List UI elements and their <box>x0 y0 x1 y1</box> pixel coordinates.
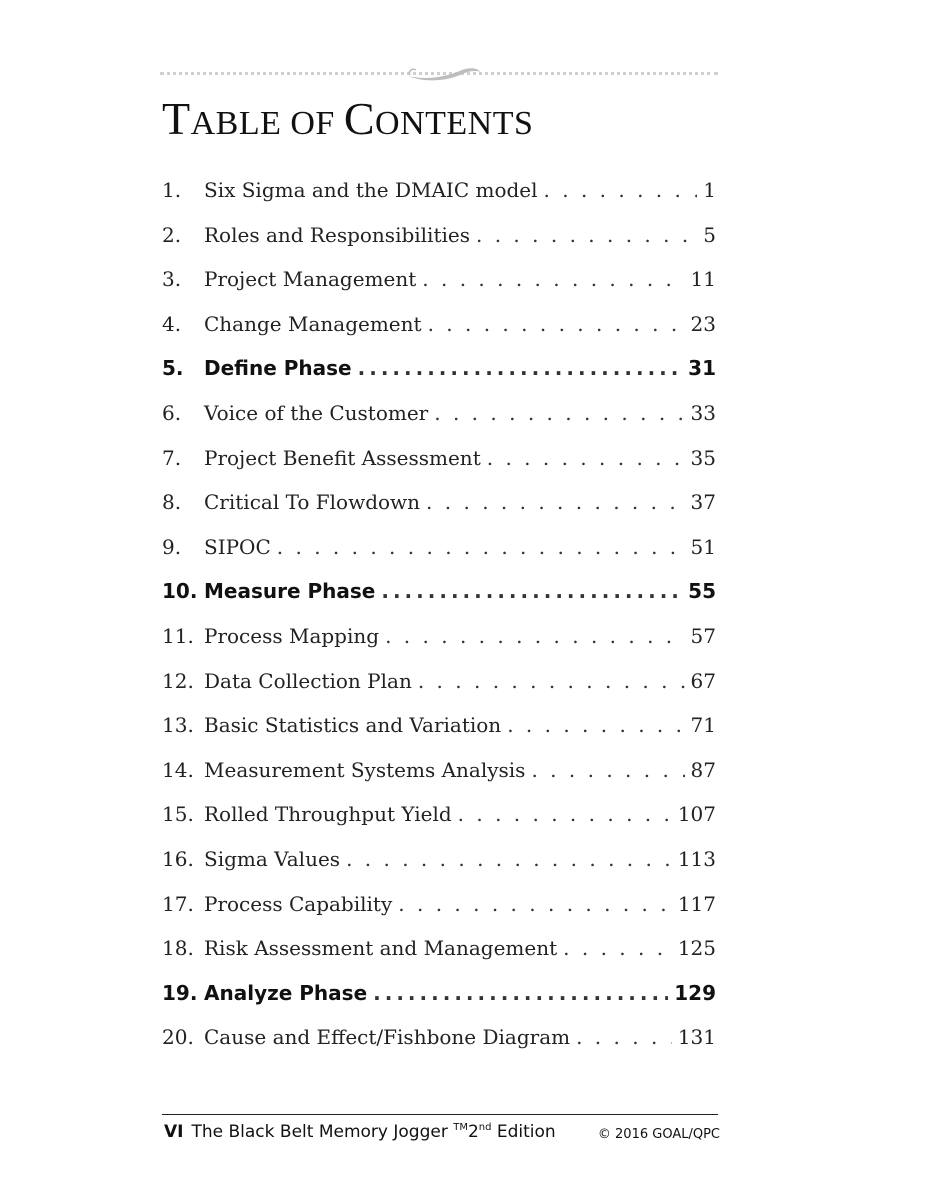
page-title: TABLE OF CONTENTS <box>162 93 534 144</box>
toc-entry-number: 4. <box>162 311 182 336</box>
toc-dot-leader <box>418 659 685 704</box>
toc-entry-number: 14. <box>162 757 194 782</box>
toc-entry <box>162 926 716 971</box>
toc-page-number: 51 <box>690 534 716 559</box>
toc-dot-leader <box>476 213 697 258</box>
toc-entry-number: 2. <box>162 222 182 247</box>
toc-entry-number: 8. <box>162 490 182 515</box>
toc-entry <box>162 703 716 748</box>
flourish-ornament-icon <box>404 62 484 84</box>
toc-page-number: 33 <box>690 400 716 425</box>
footer-rule <box>162 1114 718 1115</box>
toc-dot-leader <box>544 168 698 213</box>
toc-entry-title: Critical To Flowdown <box>204 490 421 515</box>
toc-entry-title: SIPOC <box>204 534 271 559</box>
toc-dot-leader <box>434 391 684 436</box>
toc-page-number: 5 <box>703 222 716 247</box>
toc-entry-number: 20. <box>162 1025 194 1050</box>
toc-entry <box>162 480 716 525</box>
toc-entry <box>162 748 716 793</box>
toc-entry-number: 3. <box>162 267 182 292</box>
toc-dot-leader <box>398 882 672 927</box>
toc-entry-number: 7. <box>162 445 182 470</box>
footer-book-info <box>164 1122 556 1142</box>
toc-entry <box>162 1015 716 1060</box>
toc-dot-leader <box>507 703 684 748</box>
toc-page-number: 117 <box>677 891 716 916</box>
toc-page-number: 131 <box>677 1025 716 1050</box>
toc-entry-title: Rolled Throughput Yield <box>204 802 452 827</box>
toc-dot-leader <box>487 436 685 481</box>
toc-entry-title: Change Management <box>204 311 422 336</box>
toc-page-number: 71 <box>690 713 716 738</box>
toc-entry-number: 17. <box>162 891 194 916</box>
toc-entry <box>162 837 716 882</box>
toc-page-number: 1 <box>703 178 716 202</box>
toc-entry-number: 1. <box>162 178 182 202</box>
toc-entry-title: Process Capability <box>204 891 393 916</box>
toc-phase-entry <box>162 346 716 391</box>
toc-entry-title: Six Sigma and the DMAIC model <box>204 178 538 202</box>
toc-entry <box>162 882 716 927</box>
toc-dot-leader <box>531 748 684 793</box>
toc-dot-leader <box>458 792 672 837</box>
toc-entry-number: 5. <box>162 356 184 381</box>
copyright-notice: © 2016 GOAL/QPC <box>597 1127 720 1142</box>
edition-word: Edition <box>496 1122 556 1142</box>
toc-entry-title: Project Management <box>204 267 417 292</box>
toc-page-number: 113 <box>677 846 716 871</box>
trademark-mark: TM <box>453 1122 468 1133</box>
toc-dot-leader <box>576 1015 672 1060</box>
toc-dot-leader <box>373 971 668 1016</box>
toc-entry <box>162 792 716 837</box>
toc-dot-leader <box>422 257 684 302</box>
toc-phase-entry <box>162 569 716 614</box>
toc-dot-leader <box>563 926 672 971</box>
toc-page-number: 129 <box>674 980 716 1005</box>
toc-entry-title: Project Benefit Assessment <box>204 445 481 470</box>
toc-page-number: 35 <box>690 445 716 470</box>
toc-entry-title: Roles and Responsibilities <box>204 222 470 247</box>
book-title: The Black Belt Memory Jogger <box>191 1122 448 1142</box>
toc-entry-number: 9. <box>162 534 182 559</box>
toc-entry <box>162 659 716 704</box>
toc-entry-title: Process Mapping <box>204 623 380 648</box>
toc-page-number: 125 <box>677 936 716 961</box>
toc-entry <box>162 168 716 213</box>
toc-entry-number: 16. <box>162 846 194 871</box>
toc-entry-title: Voice of the Customer <box>204 400 429 425</box>
toc-entry-title: Define Phase <box>204 356 352 381</box>
toc-entry-title: Measurement Systems Analysis <box>204 757 526 782</box>
toc-entry-title: Data Collection Plan <box>204 668 412 693</box>
toc-page-number: 11 <box>690 267 716 292</box>
toc-dot-leader <box>277 525 685 570</box>
toc-entry <box>162 525 716 570</box>
toc-dot-leader <box>428 302 685 347</box>
toc-dot-leader <box>381 569 682 614</box>
toc-entry <box>162 614 716 659</box>
toc-page-number: 31 <box>688 356 716 381</box>
toc-entry-number: 6. <box>162 400 182 425</box>
toc-entry-title: Measure Phase <box>204 579 376 604</box>
toc-entry-title: Sigma Values <box>204 846 341 871</box>
toc-page-number: 87 <box>690 757 716 782</box>
toc-entry-number: 18. <box>162 936 194 961</box>
toc-dot-leader <box>426 480 685 525</box>
toc-dot-leader <box>358 346 683 391</box>
toc-entry <box>162 302 716 347</box>
toc-page-number: 55 <box>688 579 716 604</box>
toc-entry-title: Basic Statistics and Variation <box>204 713 502 738</box>
toc-page-number: 23 <box>690 311 716 336</box>
toc-dot-leader <box>385 614 684 659</box>
toc-entry-number: 12. <box>162 668 194 693</box>
toc-entry <box>162 436 716 481</box>
edition-suffix: nd <box>478 1122 492 1133</box>
toc-entry-number: 13. <box>162 713 194 738</box>
toc-phase-entry <box>162 971 716 1016</box>
toc-page-number: 107 <box>677 802 716 827</box>
toc-entry-title: Analyze Phase <box>204 980 368 1005</box>
toc-dot-leader <box>346 837 672 882</box>
toc-entry-number: 19. <box>162 980 198 1005</box>
toc-entry <box>162 391 716 436</box>
toc-page-number: 57 <box>690 623 716 648</box>
page-number-roman: VI <box>164 1122 184 1142</box>
toc-entry-number: 15. <box>162 802 194 827</box>
toc-page-number: 67 <box>690 668 716 693</box>
toc-entry-title: Cause and Effect/Fishbone Diagram <box>204 1025 571 1050</box>
toc-entry <box>162 257 716 302</box>
toc-entry-title: Risk Assessment and Management <box>204 936 558 961</box>
toc-entry <box>162 213 716 258</box>
edition-number: 2 <box>467 1122 479 1142</box>
toc-entry-number: 10. <box>162 579 198 604</box>
toc-entry-number: 11. <box>162 623 194 648</box>
table-of-contents-list <box>162 168 716 1060</box>
toc-page-number: 37 <box>690 490 716 515</box>
